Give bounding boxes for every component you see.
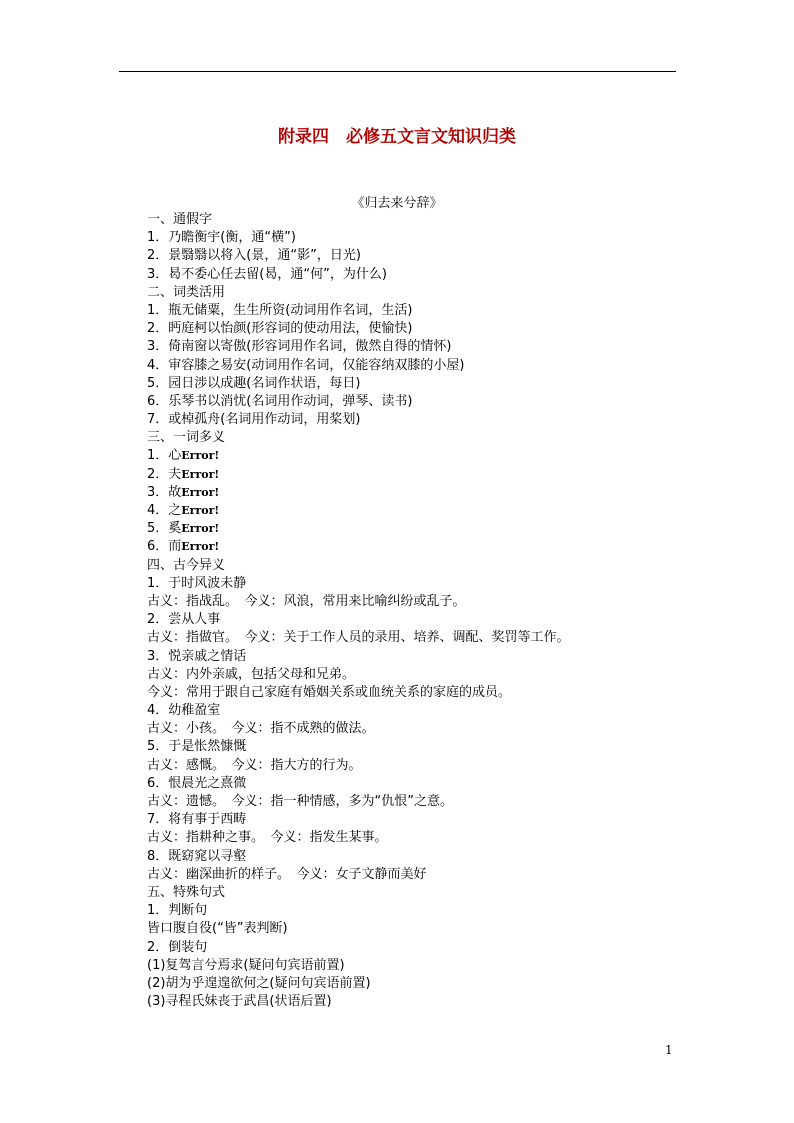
line-text: 4．幼稚盈室 [147, 703, 221, 719]
line-text: 1．乃瞻衡宇(衡，通“横”) [147, 230, 296, 246]
line-text: 1．判断句 [147, 903, 208, 919]
line-text: 古义：遗憾。 今义：指一种情感，多为“仇恨”之意。 [147, 794, 453, 809]
error-field: Error! [181, 504, 220, 517]
line-text: 5．于是怅然慷慨 [147, 739, 247, 755]
line-text: 古义：内外亲戚，包括父母和兄弟。 [147, 666, 356, 682]
text-line [147, 211, 687, 229]
text-line [147, 502, 687, 520]
line-text: 3．故 [147, 484, 182, 500]
text-line [147, 302, 687, 320]
text-line [147, 829, 687, 847]
line-text: 2．尝从人事 [147, 612, 221, 628]
header-rule [119, 71, 676, 72]
line-text: 4．之 [147, 503, 182, 518]
line-text: 7．或棹孤舟(名词用作动词，用桨划) [147, 412, 361, 428]
line-text: 今义：常用于跟自己家庭有婚姻关系或血统关系的家庭的成员。 [147, 684, 512, 700]
line-text: 古义：幽深曲折的样子。 今义：女子文静而美好 [147, 866, 427, 882]
line-text: 一、通假字 [147, 212, 213, 227]
text-line [147, 411, 687, 429]
text-line [147, 939, 687, 957]
line-text: 6．恨晨光之熹微 [147, 775, 247, 791]
text-line [147, 393, 687, 411]
text-line [147, 775, 687, 793]
line-text: 5．园日涉以成趣(名词作状语，每日) [147, 375, 361, 391]
text-line [147, 811, 687, 829]
line-text: 古义：指耕种之事。 今义：指发生某事。 [147, 830, 388, 846]
line-text: 3．悦亲戚之情话 [147, 648, 247, 664]
error-field: Error! [181, 449, 220, 463]
line-text: 皆口腹自役(“皆”表判断) [147, 921, 288, 937]
text-line [147, 575, 687, 593]
text-line [147, 993, 687, 1011]
line-text: 1．瓶无储粟，生生所资(动词用作名词，生活) [147, 302, 413, 318]
text-line [147, 284, 687, 302]
text-line [147, 229, 687, 247]
line-text: 古义：感慨。 今义：指大方的行为。 [147, 757, 362, 773]
line-text: 5．奚 [147, 521, 182, 537]
text-line [147, 320, 687, 338]
text-line [147, 757, 687, 775]
page-number: 1 [665, 1043, 673, 1057]
text-line [147, 738, 687, 756]
line-text: 古义：指做官。 今义：关于工作人员的录用、培养、调配、奖罚等工作。 [147, 630, 570, 646]
line-text: 3．倚南窗以寄傲(形容词用作名词，傲然自得的情怀) [147, 339, 452, 355]
text-line [147, 375, 687, 393]
document-body [147, 211, 687, 1011]
line-text: 五、特殊句式 [147, 884, 226, 900]
line-text: 4．审容膝之易安(动词用作名词，仅能容纳双膝的小屋) [147, 357, 465, 373]
line-text: 三、一词多义 [147, 430, 226, 446]
line-text: (3)寻程氏妹丧于武昌(状语后置) [147, 994, 332, 1010]
line-text: (2)胡为乎遑遑欲何之(疑问句宾语前置) [147, 975, 371, 991]
text-line [147, 611, 687, 629]
text-line [147, 848, 687, 866]
text-line [147, 866, 687, 884]
line-text: 2．景翳翳以将入(景，通“影”，日光) [147, 248, 361, 264]
text-line [147, 338, 687, 356]
text-line [147, 357, 687, 375]
line-text: 6．乐琴书以消忧(名词用作动词，弹琴、读书) [147, 393, 413, 409]
text-line [147, 666, 687, 684]
line-text: 1．于时风波未静 [147, 575, 247, 591]
section-title: 《归去来兮辞》 [351, 196, 443, 211]
line-text: (1)复驾言兮焉求(疑问句宾语前置) [147, 957, 345, 973]
text-line [147, 429, 687, 447]
line-text: 古义：指战乱。 今义：风浪，常用来比喻纠纷或乱子。 [147, 593, 466, 609]
text-line [147, 957, 687, 975]
text-line [147, 720, 687, 738]
text-line [147, 466, 687, 484]
line-text: 2．眄庭柯以怡颜(形容词的使动用法，使愉快) [147, 321, 413, 337]
error-field: Error! [181, 485, 220, 499]
line-text: 古义：小孩。 今义：指不成熟的做法。 [147, 721, 375, 737]
text-line [147, 629, 687, 647]
line-text: 8．既窈窕以寻壑 [147, 848, 247, 864]
error-field: Error! [181, 467, 220, 481]
line-text: 2．倒装句 [147, 939, 208, 955]
text-line [147, 920, 687, 938]
text-line [147, 447, 687, 465]
line-text: 6．而 [147, 539, 182, 555]
text-line [147, 648, 687, 666]
text-line [147, 793, 687, 811]
text-line [147, 884, 687, 902]
text-line [147, 902, 687, 920]
text-line [147, 484, 687, 502]
text-line [147, 702, 687, 720]
page-title: 附录四 必修五文言文知识归类 [278, 127, 516, 147]
text-line [147, 247, 687, 265]
line-text: 1．心 [147, 448, 182, 464]
text-line [147, 593, 687, 611]
text-line [147, 557, 687, 575]
text-line [147, 975, 687, 993]
text-line [147, 520, 687, 538]
line-text: 2．夫 [147, 466, 182, 482]
error-field: Error! [181, 522, 220, 536]
text-line [147, 538, 687, 556]
line-text: 二、词类活用 [147, 284, 226, 300]
line-text: 7．将有事于西畴 [147, 812, 247, 828]
error-field: Error! [181, 540, 220, 554]
text-line [147, 266, 687, 284]
line-text: 四、古今异义 [147, 557, 226, 573]
text-line [147, 684, 687, 702]
line-text: 3．曷不委心任去留(曷，通“何”，为什么) [147, 266, 387, 282]
